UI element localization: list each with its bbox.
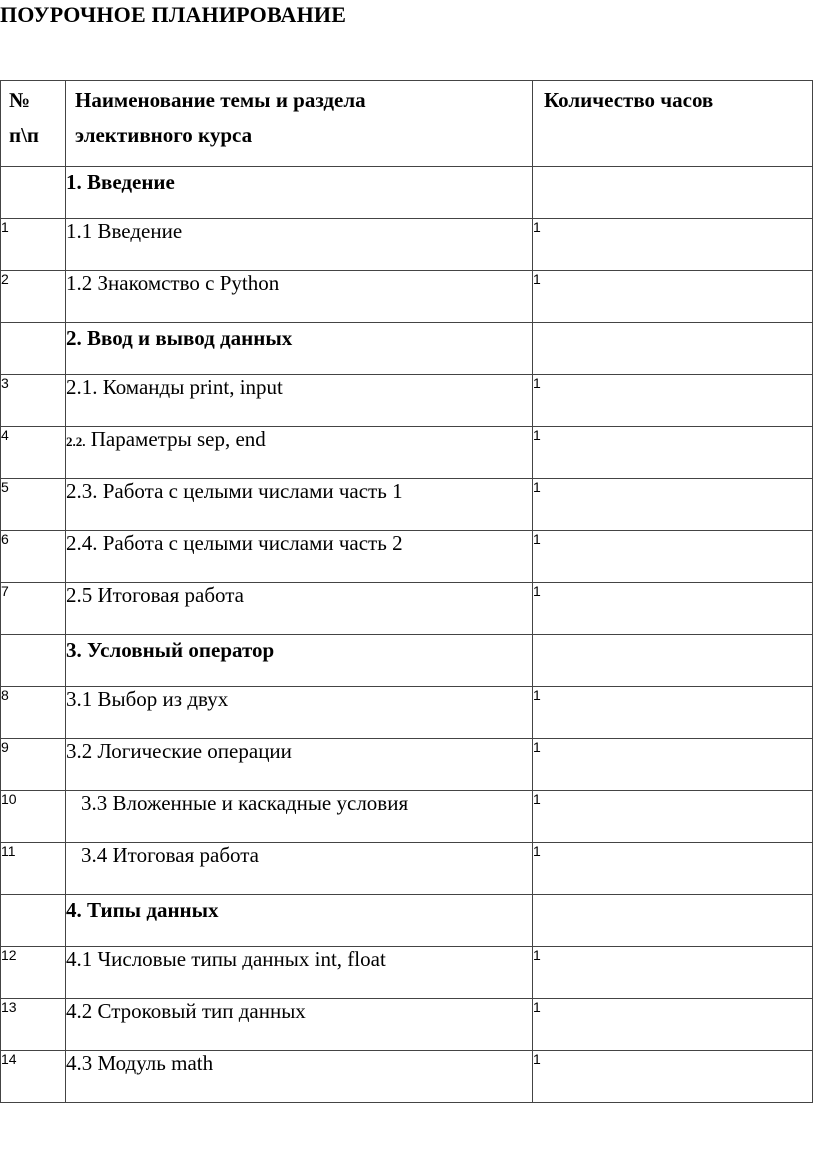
row-number — [1, 635, 66, 687]
table-row — [1, 375, 813, 427]
section-row — [1, 323, 813, 375]
table-row — [1, 219, 813, 271]
table-row — [1, 999, 813, 1051]
section-title: 4. Типы данных — [66, 895, 533, 947]
row-hours — [533, 167, 813, 219]
row-number: 10 — [1, 791, 66, 843]
header-hours — [533, 81, 813, 167]
row-number: 13 — [1, 999, 66, 1051]
header-number — [1, 81, 66, 167]
section-title: 2. Ввод и вывод данных — [66, 323, 533, 375]
row-number: 11 — [1, 843, 66, 895]
table-row — [1, 791, 813, 843]
lesson-topic: 3.4 Итоговая работа — [66, 843, 533, 895]
page-title: ПОУРОЧНОЕ ПЛАНИРОВАНИЕ — [0, 2, 347, 27]
row-hours: 1 — [533, 947, 813, 999]
section-row — [1, 167, 813, 219]
row-number: 4 — [1, 427, 66, 479]
row-number: 7 — [1, 583, 66, 635]
header-number-line2: п\п — [9, 123, 40, 147]
table-row — [1, 271, 813, 323]
row-hours — [533, 323, 813, 375]
lesson-topic: 2.5 Итоговая работа — [66, 583, 533, 635]
table-row — [1, 947, 813, 999]
lesson-topic: 3.2 Логические операции — [66, 739, 533, 791]
header-number-line1: № — [9, 88, 31, 112]
row-hours: 1 — [533, 427, 813, 479]
lesson-topic: 1.2 Знакомство с Python — [66, 271, 533, 323]
row-hours: 1 — [533, 583, 813, 635]
header-topic-line1: Наименование темы и раздела — [75, 88, 366, 112]
header-topic-line2: элективного курса — [75, 123, 253, 147]
table-row — [1, 531, 813, 583]
row-number: 2 — [1, 271, 66, 323]
section-title: 1. Введение — [66, 167, 533, 219]
table-row — [1, 427, 813, 479]
header-topic — [66, 81, 533, 167]
row-number — [1, 167, 66, 219]
row-hours: 1 — [533, 1051, 813, 1103]
row-hours: 1 — [533, 219, 813, 271]
lesson-topic: 2.1. Команды print, input — [66, 375, 533, 427]
section-row — [1, 895, 813, 947]
row-hours: 1 — [533, 739, 813, 791]
row-number — [1, 323, 66, 375]
lesson-topic: 2.3. Работа с целыми числами часть 1 — [66, 479, 533, 531]
table-row — [1, 583, 813, 635]
table-header-row — [1, 81, 813, 167]
lesson-topic-text: Параметры sep, end — [85, 427, 266, 451]
table-row — [1, 739, 813, 791]
row-hours: 1 — [533, 375, 813, 427]
row-hours: 1 — [533, 999, 813, 1051]
table-row — [1, 687, 813, 739]
row-number: 6 — [1, 531, 66, 583]
section-title: 3. Условный оператор — [66, 635, 533, 687]
row-hours: 1 — [533, 531, 813, 583]
row-number: 8 — [1, 687, 66, 739]
row-hours — [533, 895, 813, 947]
row-number: 1 — [1, 219, 66, 271]
header-hours-label: Количество часов — [544, 88, 714, 112]
lesson-topic: 4.1 Числовые типы данных int, float — [66, 947, 533, 999]
table-row — [1, 843, 813, 895]
lesson-topic: 4.2 Строковый тип данных — [66, 999, 533, 1051]
row-hours: 1 — [533, 479, 813, 531]
row-number: 9 — [1, 739, 66, 791]
row-number: 14 — [1, 1051, 66, 1103]
row-number: 12 — [1, 947, 66, 999]
section-row — [1, 635, 813, 687]
lesson-plan-table — [0, 80, 813, 1103]
lesson-topic — [66, 427, 533, 479]
lesson-topic: 1.1 Введение — [66, 219, 533, 271]
lesson-topic: 2.4. Работа с целыми числами часть 2 — [66, 531, 533, 583]
row-number: 5 — [1, 479, 66, 531]
row-number — [1, 895, 66, 947]
table-row — [1, 479, 813, 531]
row-hours: 1 — [533, 271, 813, 323]
row-hours: 1 — [533, 843, 813, 895]
row-hours: 1 — [533, 687, 813, 739]
row-hours — [533, 635, 813, 687]
lesson-topic: 4.3 Модуль math — [66, 1051, 533, 1103]
table-row — [1, 1051, 813, 1103]
row-hours: 1 — [533, 791, 813, 843]
lesson-topic-prefix: 2.2. — [66, 434, 86, 449]
lesson-topic: 3.1 Выбор из двух — [66, 687, 533, 739]
lesson-topic: 3.3 Вложенные и каскадные условия — [66, 791, 533, 843]
row-number: 3 — [1, 375, 66, 427]
